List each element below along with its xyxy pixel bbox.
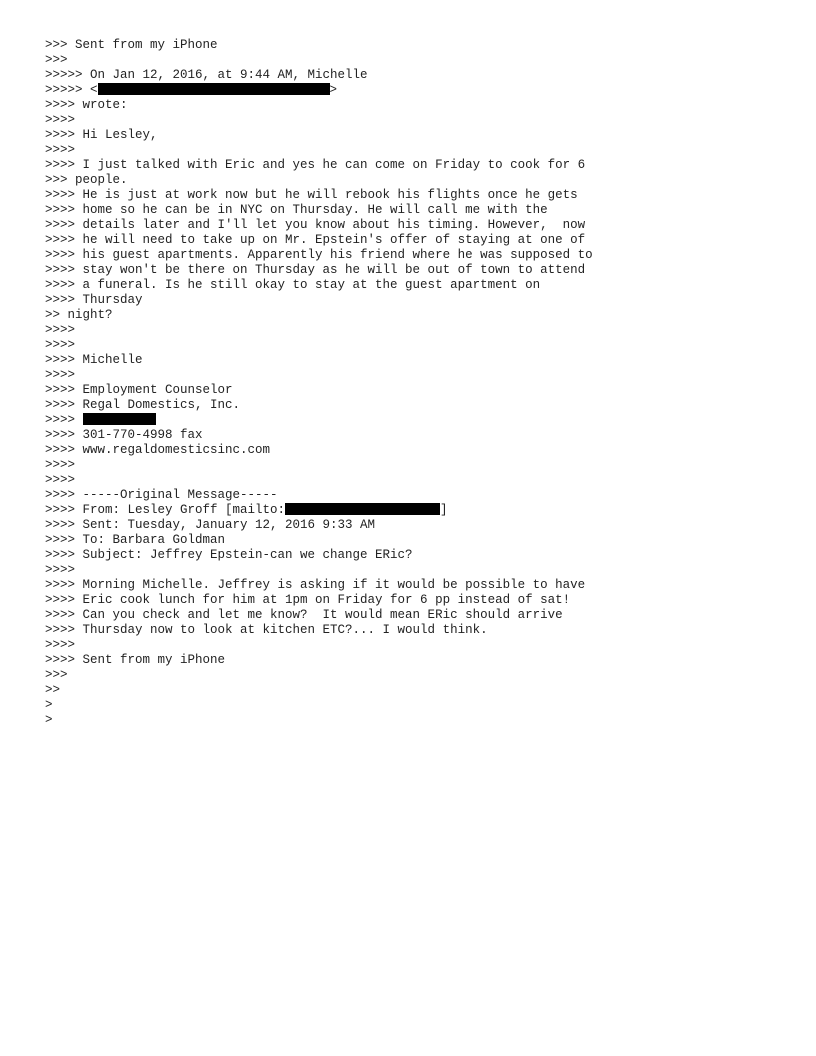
redaction-bar (285, 503, 440, 515)
email-line: >>>> Thursday (45, 293, 143, 307)
email-line: >>>> details later and I'll let you know about his timing. However, now (45, 218, 586, 232)
redaction-bar (98, 83, 330, 95)
email-line: >>>> home so he can be in NYC on Thursday. He will call me with the (45, 203, 548, 217)
email-line: >> (45, 683, 61, 697)
email-line: >>>> www.regaldomesticsinc.com (45, 443, 271, 457)
email-line: >>>> Can you check and let me know? It would mean ERic should arrive (45, 608, 563, 622)
email-line: > (45, 713, 53, 727)
email-line: >>>> To: Barbara Goldman (45, 533, 226, 547)
email-line: >>>> (45, 458, 76, 472)
email-line: >>>> wrote: (45, 98, 128, 112)
email-body (45, 38, 796, 728)
email-line: >>>> Employment Counselor (45, 383, 233, 397)
email-line: >>> Sent from my iPhone (45, 38, 218, 52)
email-line (45, 413, 796, 428)
line-text: >>>> From: Lesley Groff [mailto: (45, 503, 286, 517)
email-line: >>>> (45, 323, 76, 337)
email-line: >>>> -----Original Message----- (45, 488, 278, 502)
email-line: >>>> stay won't be there on Thursday as he will be out of town to attend (45, 263, 586, 277)
email-line: >>>> Sent: Tuesday, January 12, 2016 9:33 AM (45, 518, 376, 532)
email-line: >>> people. (45, 173, 128, 187)
email-line: >>>> He is just at work now but he will rebook his flights once he gets (45, 188, 578, 202)
email-line: >>> (45, 668, 68, 682)
email-line: >>>> Subject: Jeffrey Epstein-can we change ERic? (45, 548, 413, 562)
email-line: >>>> Hi Lesley, (45, 128, 158, 142)
email-line: >>>> he will need to take up on Mr. Epstein's offer of staying at one of (45, 233, 586, 247)
email-document (45, 38, 796, 728)
email-line: >>>> (45, 563, 76, 577)
email-line (45, 83, 796, 98)
redaction-bar (83, 413, 156, 425)
email-line: >>>> Morning Michelle. Jeffrey is asking if it would be possible to have (45, 578, 586, 592)
email-line: >>>> Eric cook lunch for him at 1pm on Friday for 6 pp instead of sat! (45, 593, 571, 607)
email-line: >>>> (45, 473, 76, 487)
line-text: >>>> (45, 413, 83, 427)
email-line (45, 503, 796, 518)
email-line: >>>> (45, 113, 76, 127)
email-line: >>>> (45, 638, 76, 652)
email-line: >> night? (45, 308, 113, 322)
email-line: >>>> (45, 338, 76, 352)
line-text: ] (440, 503, 448, 517)
email-line: >>>> Thursday now to look at kitchen ETC?... I would think. (45, 623, 488, 637)
email-line: >>>> Regal Domestics, Inc. (45, 398, 241, 412)
email-line: >>>> a funeral. Is he still okay to stay at the guest apartment on (45, 278, 541, 292)
email-line: >>>> 301-770-4998 fax (45, 428, 203, 442)
email-line: >>>>> On Jan 12, 2016, at 9:44 AM, Michelle (45, 68, 368, 82)
line-text: > (329, 83, 338, 97)
email-line: >>>> Michelle (45, 353, 143, 367)
email-line: >>>> his guest apartments. Apparently his friend where he was supposed to (45, 248, 593, 262)
email-line: >>>> I just talked with Eric and yes he can come on Friday to cook for 6 (45, 158, 586, 172)
email-line: > (45, 698, 53, 712)
email-line: >>> (45, 53, 68, 67)
line-text: >>>>> < (45, 83, 98, 97)
email-line: >>>> (45, 143, 76, 157)
email-line: >>>> (45, 368, 76, 382)
email-line: >>>> Sent from my iPhone (45, 653, 226, 667)
